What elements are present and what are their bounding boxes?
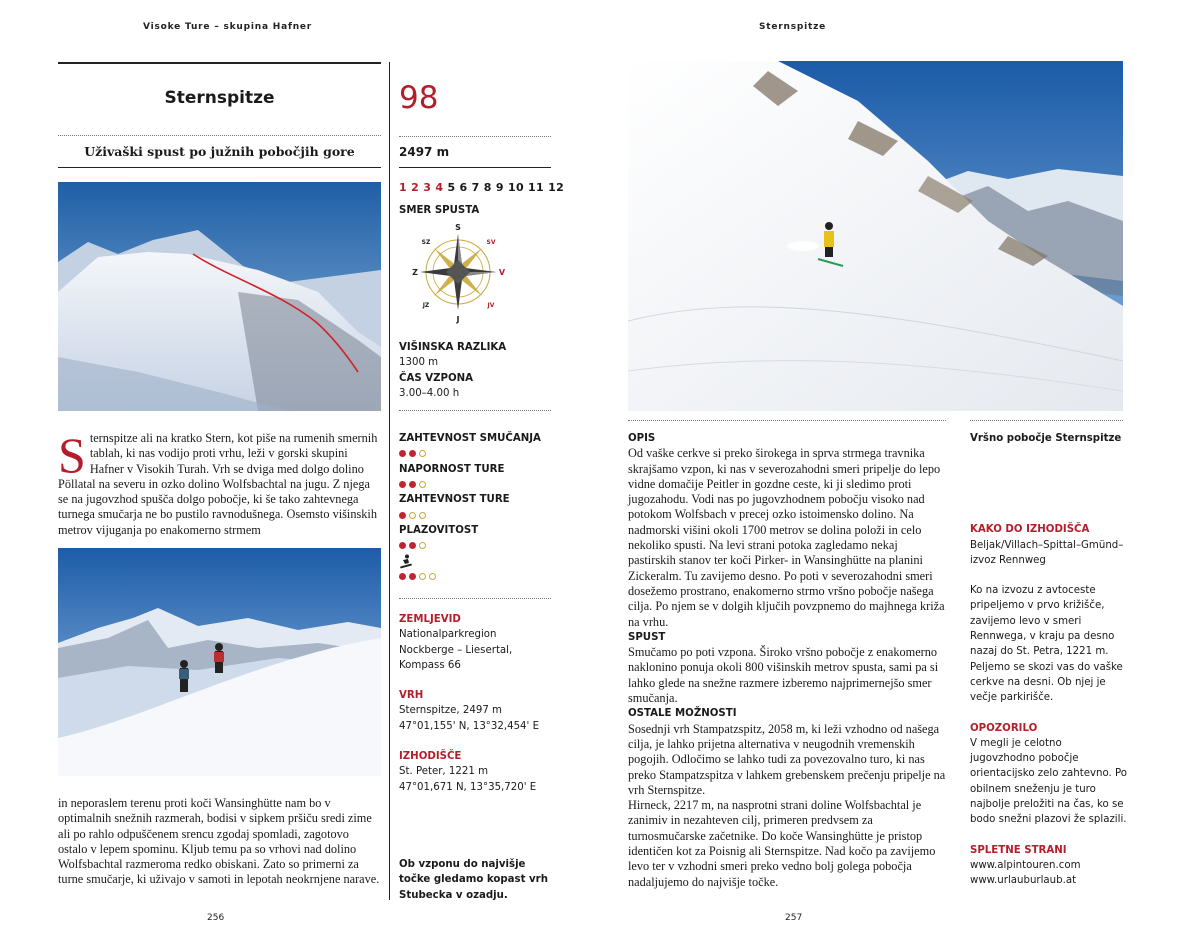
- start-label: IZHODIŠČE: [399, 751, 462, 763]
- rating-label-effort: NAPORNOST TURE: [399, 463, 505, 475]
- direction-label: SMER SPUSTA: [399, 205, 480, 216]
- right-dotted-rule: [628, 420, 946, 421]
- skier-descent-photo: [628, 61, 1123, 411]
- compass-icon: [412, 220, 504, 325]
- rating-dots-snowboard: [399, 568, 549, 583]
- page-title: Sternspitze: [164, 88, 275, 108]
- rating-dots-ski: [399, 446, 549, 461]
- map-value-2: Nockberge – Liesertal,: [399, 644, 513, 656]
- photo-caption-right: Vršno pobočje Sternspitze: [970, 433, 1122, 444]
- tour-number: 98: [399, 80, 439, 116]
- grade-2: 2: [411, 181, 420, 194]
- intro-paragraph: [58, 427, 381, 541]
- sidebar-rule: [399, 167, 551, 168]
- rating-dots-tour: [399, 507, 549, 522]
- compass-s: J: [456, 315, 460, 324]
- rating-dots-avalanche: [399, 538, 549, 553]
- warning-text: V megli je celotno jugovzhodno pobočje orientacijsko zelo zahtevno. Po obilnem sneženju je turo najbolje preložiti na čas, ko se bodo snežni plazovi že splazili.: [970, 737, 1128, 826]
- sidebar-dotted-rule-3: [399, 598, 551, 599]
- route-photo: [58, 182, 381, 411]
- ascent-time-value: 3.00–4.00 h: [399, 387, 460, 399]
- info-column-right: [970, 431, 1130, 889]
- subtitle-bottom-rule: [58, 167, 381, 168]
- intro-text: ternspitze ali na kratko Stern, kot piše na rumenih smernih tablah, ki nas vodijo proti vrhu, leži v gorski skupini Hafner v Visokih Turah. Vrh se dviga med dolgo dolino Pöllatal na severu in ozko dolino Wolfsbachtal na jugu. Z njega se na jugovzhod spušča dolgo pobočje, ki še tako zahtevnega turnega smučarja ne bo pustilo ravnodušnega. Osemsto višinskih metrov vijuganja po enakomerno strmem: [58, 431, 378, 537]
- skiers-photo: [58, 548, 381, 776]
- running-header-right: Sternspitze: [759, 22, 827, 32]
- grade-4: 4: [435, 181, 444, 194]
- ratings: [399, 431, 549, 584]
- web-link-1[interactable]: www.alpintouren.com: [970, 859, 1081, 871]
- compass-se: JV: [487, 302, 495, 309]
- sidebar-dotted-rule-2: [399, 410, 551, 411]
- start-value-1: St. Peter, 1221 m: [399, 766, 489, 778]
- grade-10: 10: [507, 181, 524, 194]
- column-divider: [389, 62, 390, 900]
- grade-11: 11: [528, 181, 544, 194]
- height-diff-value: 1300 m: [399, 357, 439, 369]
- map-value-1: Nationalparkregion: [399, 629, 497, 641]
- grade-8: 8: [483, 181, 492, 194]
- caption-dotted-rule: [970, 420, 1123, 421]
- drop-cap: S: [58, 427, 86, 483]
- web-label: SPLETNE STRANI: [970, 844, 1067, 856]
- rating-dots-effort: [399, 477, 549, 492]
- ostale-text-2: Hirneck, 2217 m, na nasprotni strani doline Wolfsbachtal je zanimiv in nezahteven cilj, primeren predvsem za turnosmučarske začetnike. Do koče Wansinghütte je pristop identičen kot za Poisnig ali Sternspitze. Nad kočo pa zavijemo levo ter v vzhodni smeri preko vedno bolj golega pobočja nadaljujemo do najvišje točke.: [628, 798, 936, 889]
- description-column: [628, 431, 946, 890]
- title-top-rule: [58, 62, 381, 64]
- access-label: KAKO DO IZHODIŠČA: [970, 524, 1090, 536]
- map-value-3: Kompass 66: [399, 659, 461, 671]
- running-header-left: Visoke Ture – skupina Hafner: [143, 22, 313, 32]
- summit-value-1: Sternspitze, 2497 m: [399, 705, 502, 717]
- grade-5: 5: [447, 181, 456, 194]
- opis-label: OPIS: [628, 433, 656, 444]
- rating-label-avalanche: PLAZOVITOST: [399, 524, 479, 536]
- height-diff-label: VIŠINSKA RAZLIKA: [399, 342, 507, 353]
- info-block: [399, 612, 549, 795]
- start-value-2: 47°01,671 N, 13°35,720' E: [399, 781, 537, 793]
- height-and-time: [399, 340, 549, 401]
- grade-9: 9: [495, 181, 504, 194]
- elevation: 2497 m: [399, 145, 450, 159]
- grade-3: 3: [423, 181, 432, 194]
- sidebar-dotted-rule-1: [399, 136, 551, 137]
- warning-label: OPOZORILO: [970, 722, 1038, 734]
- page-number-left: 256: [207, 913, 225, 923]
- spust-label: SPUST: [628, 631, 666, 643]
- rating-label-tour: ZAHTEVNOST TURE: [399, 494, 510, 506]
- summit-value-2: 47°01,155' N, 13°32,454' E: [399, 720, 540, 732]
- compass-e: V: [498, 268, 506, 277]
- difficulty-scale: [399, 181, 564, 194]
- page-number-right: 257: [785, 913, 803, 923]
- grade-6: 6: [459, 181, 468, 194]
- photo-caption-left: Ob vzponu do najvišje točke gledamo kopast vrh Stubecka v ozadju.: [399, 859, 548, 901]
- opis-text: Od vaške cerkve si preko širokega in sprva strmega travnika skrajšamo vzpon, ki nas v severozahodni smeri pripelje do lepo vidne domačije Peitler in gozdne ceste, ki ji sledimo proti jugozahodu. Vodi nas po jugovzhodnem pobočju visoko nad potokom Wolfsbach v precej ozko istoimensko dolino. Na nadmorski višini okoli 1700 metrov se dolina položi in celo nekoliko spusti. Na levi strani potoka zagledamo nekaj pastirskih stanov ter koči Pirker- in Wansinghütte na planini Zickeralm. Tu zavijemo desno. Po poti v severozahodni smeri dosežemo prostrano, enakomerno strmo vršno pobočje našega cilja. Po njem se v dolgih ključih povzpnemo do majhnega križa na vrhu.: [628, 446, 945, 629]
- compass-sw: JZ: [422, 302, 430, 309]
- compass-ne: SV: [486, 239, 496, 246]
- map-label: ZEMLJEVID: [399, 614, 461, 625]
- grade-1: 1: [399, 181, 407, 194]
- compass-w: Z: [412, 268, 418, 277]
- grade-12: 12: [548, 181, 565, 194]
- compass-n: S: [455, 223, 461, 232]
- ostale-text-1: Sosednji vrh Stampatzspitz, 2058 m, ki leži vzhodno od našega cilja, je lahko prijetna alternativa v neugodnih vremenskih pogojih. Odločimo se lahko tudi za povezovalno turo, ki nas preko Stampatzspitza v lahkem grebenskem prečenju pripelje na vrh Sternspitze.: [628, 721, 946, 797]
- access-route: Beljak/Villach–Spittal–Gmünd–izvoz Rennweg: [970, 539, 1124, 566]
- web-link-2[interactable]: www.urlauburlaub.at: [970, 875, 1077, 887]
- snowboard-icon: [399, 553, 549, 568]
- access-text: Ko na izvozu z avtoceste pripeljemo v prvo križišče, zavijemo levo v smeri Rennwega, v kraju pa desno nazaj do St. Petra, 1221 m. Peljemo se skozi vas do vaške cerkve na desni. Ob njej je večje parkirišče.: [970, 585, 1123, 704]
- spust-text: Smučamo po poti vzpona. Široko vršno pobočje z enakomerno naklonino ponuja okoli 800 višinskih metrov spusta, sami pa si lahko glede na snežne razmere izberemo najprimernejšo smer smučanja.: [628, 645, 939, 706]
- ascent-time-label: ČAS VZPONA: [399, 372, 474, 384]
- title-dotted-rule: [58, 135, 381, 136]
- summit-label: VRH: [399, 690, 424, 702]
- compass-nw: SZ: [421, 239, 431, 246]
- grade-7: 7: [471, 181, 480, 194]
- rating-label-ski: ZAHTEVNOST SMUČANJA: [399, 433, 541, 444]
- continued-paragraph: in neporaslem terenu proti koči Wansinghütte nam bo v optimalnih snežnih razmerah, bodisi v sipkem pršiču sredi zime ali po rahlo odpuščenem srencu zgodaj spomladi, zagotovo ostalo v lepem spominu. Kljub temu pa so vrhovi nad dolino Wolfsbachtal razmeroma redko obiskani. Zato so primerni za turne smučarje, ki uživajo v samoti in lepotah neokrnjene narave.: [58, 796, 380, 887]
- ostale-label: OSTALE MOŽNOSTI: [628, 708, 737, 720]
- page-subtitle: Uživaški spust po južnih pobočjih gore: [84, 144, 355, 159]
